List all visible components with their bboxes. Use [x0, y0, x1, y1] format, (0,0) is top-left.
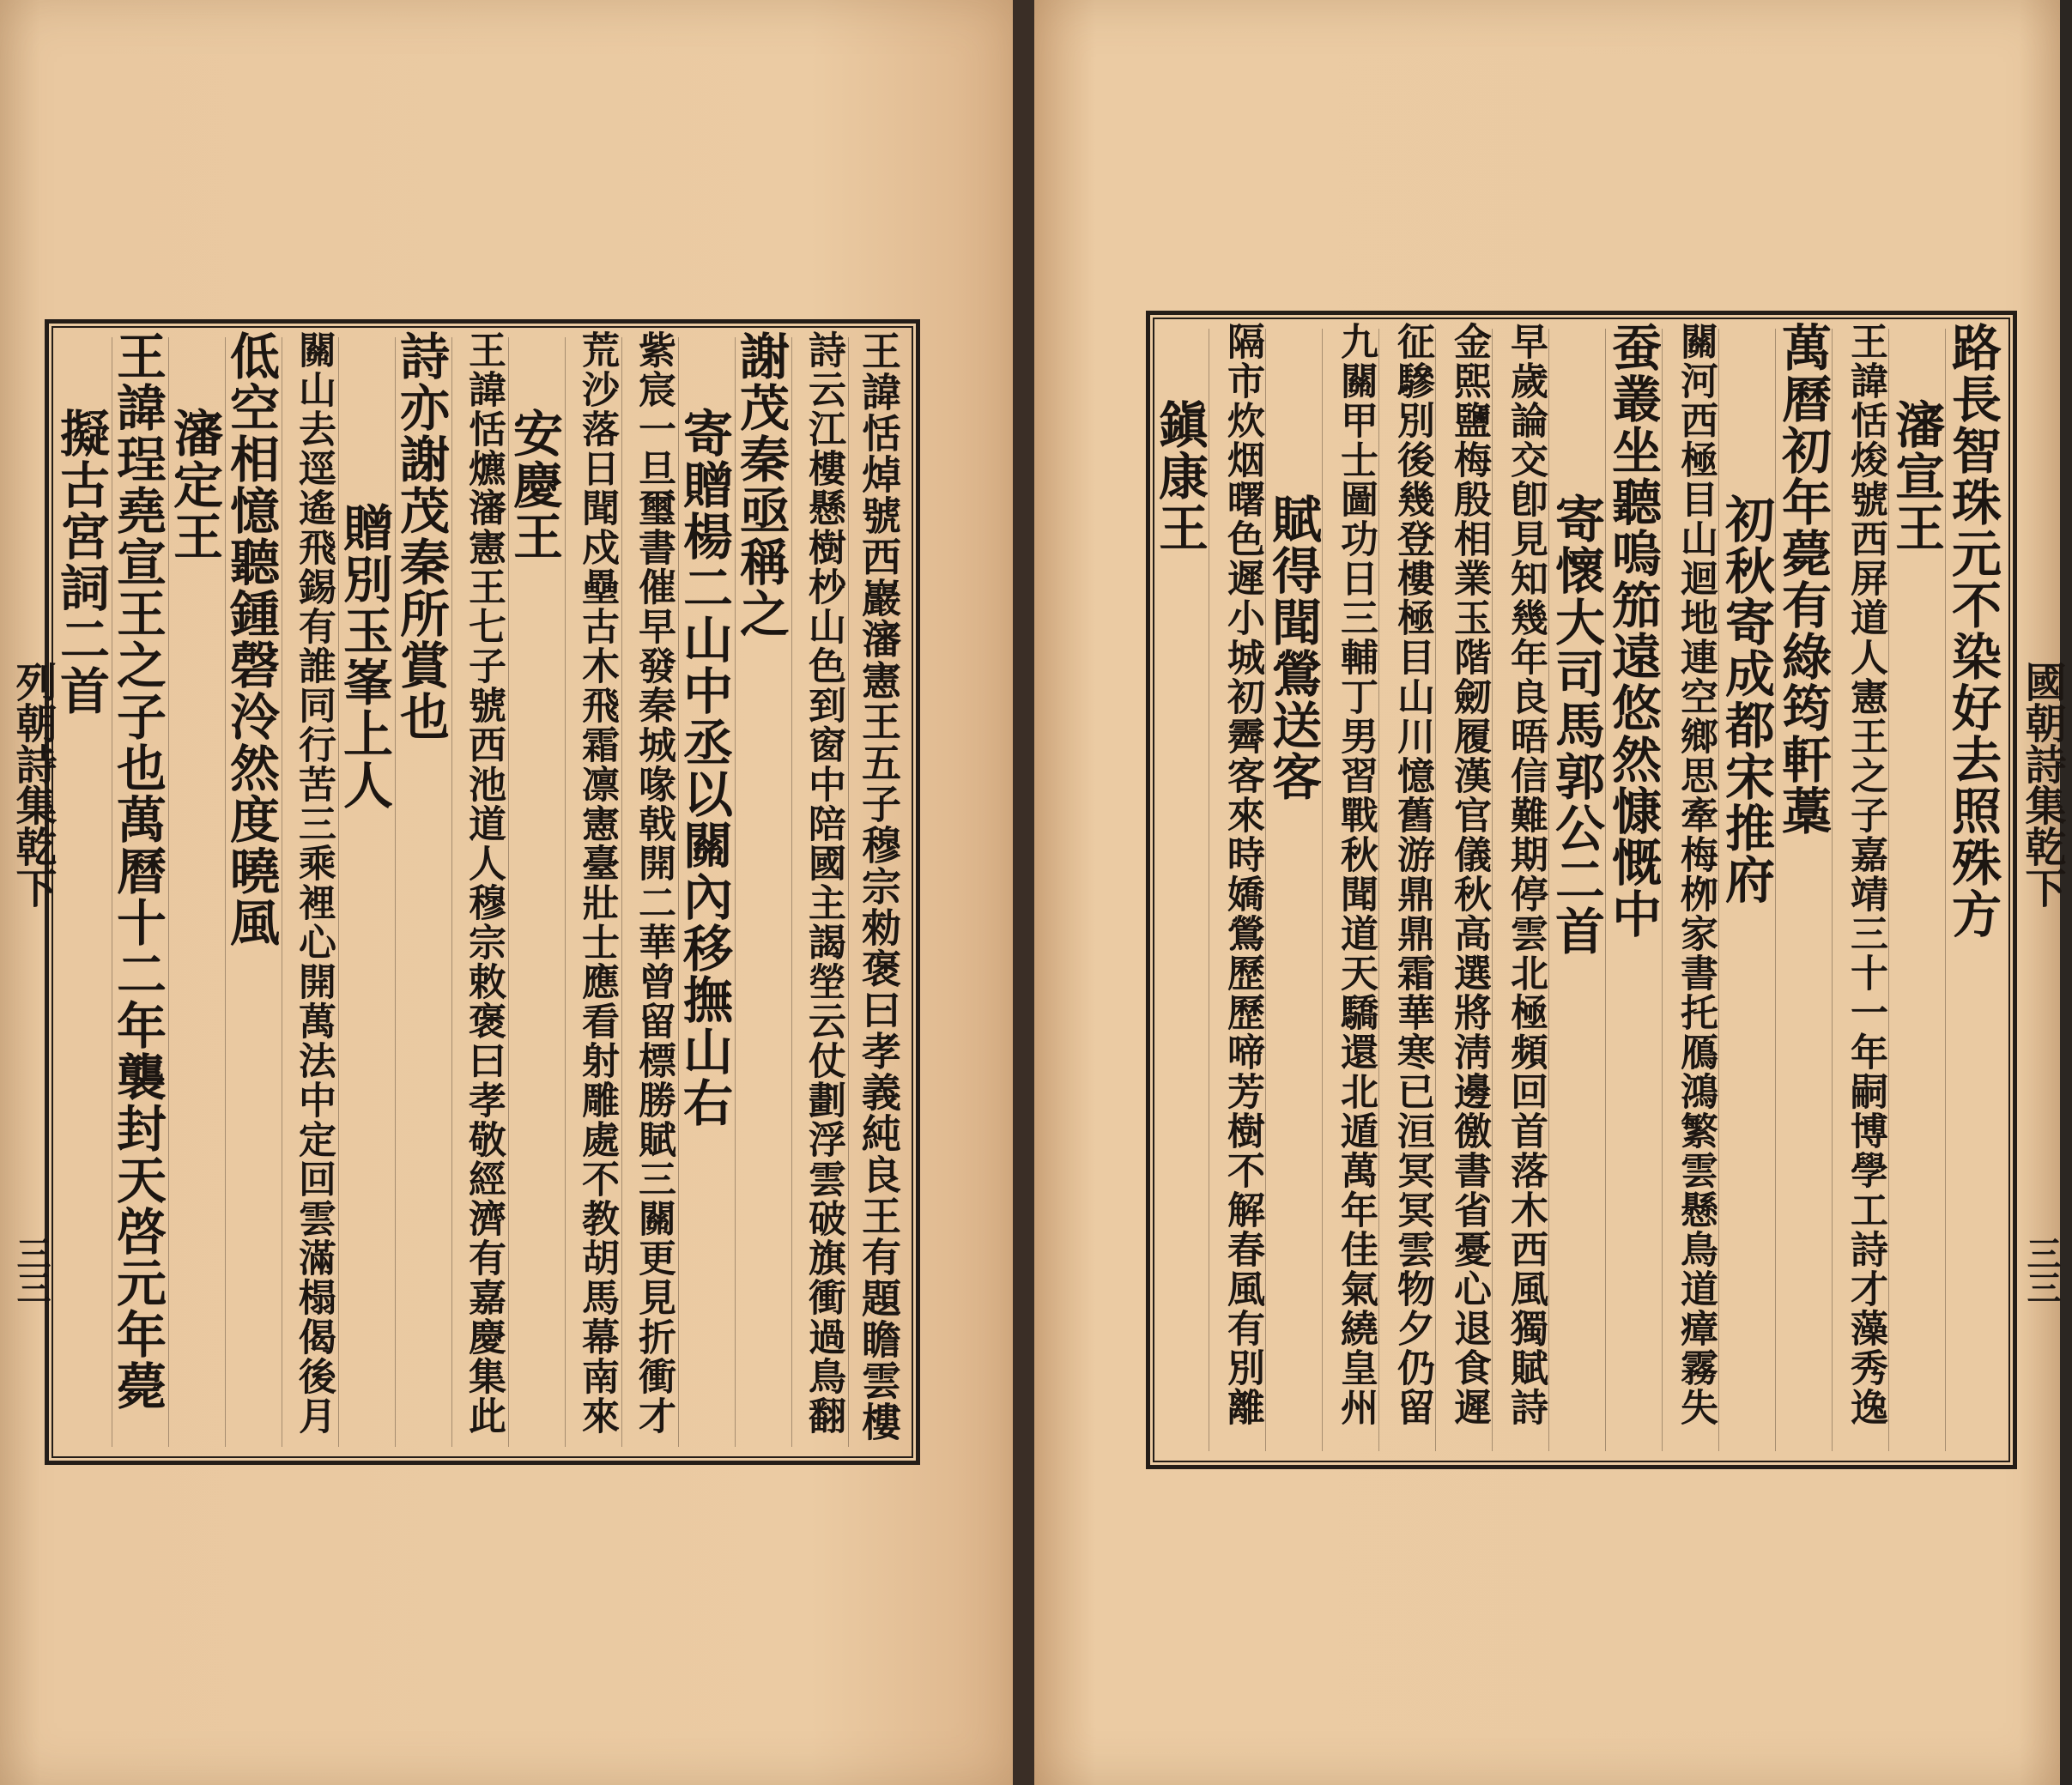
column-rule [1265, 329, 1266, 1451]
text-column: 關河西極目山迴地連空鄉思牽梅栁家書托鴈鴻繁雲懸鳥道瘴霧失 [1674, 322, 1718, 1427]
prince-title: 瀋宣王 [1887, 399, 1945, 554]
poem-title: 寄贈楊二山中丞以關內移撫山右 [675, 408, 733, 1128]
poem-title: 賦得聞鶯送客 [1263, 493, 1322, 802]
column-rule [1945, 329, 1946, 1451]
poem-title: 贈別玉峯上人 [335, 502, 393, 811]
text-column: 金𤋮鹽梅殷相業玉階劒履漢官儀秋高選將淸邊徼書省憂心退食遲 [1447, 322, 1491, 1427]
right-columns [1150, 322, 2006, 1458]
column-rule [395, 337, 396, 1447]
text-column: 王諱恬焯號西巖瀋憲王五子穆宗勑褒曰孝義純良王有題瞻雲樓 [856, 330, 902, 1443]
column-rule [508, 337, 509, 1447]
text-column: 荒沙落日聞戍壘古木飛霜凛憲臺壯士應看射雕處不教胡馬幕南來 [575, 330, 619, 1436]
column-rule [1775, 329, 1776, 1451]
left-text-frame [45, 319, 920, 1465]
column-rule [1662, 329, 1663, 1451]
column-rule [1605, 329, 1606, 1451]
column-rule [848, 337, 849, 1447]
column-rule [1718, 329, 1719, 1451]
left-columns [51, 330, 909, 1454]
text-column: 萬曆初年薨有綠筠軒藁 [1773, 322, 1832, 837]
text-column: 征驂別後幾登樓極目山川憶舊游鼎鼎霜華寒已洹冥冥雲物夕仍留 [1390, 322, 1434, 1427]
column-rule [1322, 329, 1323, 1451]
column-rule [1492, 329, 1493, 1451]
prince-title: 安慶王 [505, 408, 563, 562]
poem-title: 初秋寄成都宋推府 [1717, 493, 1775, 905]
right-banxin-title: 國朝詩集乾下 [2018, 661, 2066, 908]
text-column: 早歲論交卽見知幾年良晤信難期停雲北極頻回首落木西風獨賦詩 [1504, 322, 1548, 1427]
column-rule [168, 337, 169, 1447]
text-column: 王諱恬爊瀋憲王七子號西池道人穆宗敕褒曰孝敬經濟有嘉慶集此 [462, 330, 506, 1436]
text-column: 詩亦謝茂秦所賞也 [391, 330, 450, 742]
left-banxin-title: 列朝詩集乾下 [9, 661, 57, 908]
prince-title: 瀋定王 [165, 408, 223, 562]
left-banxin-folio: 三三 [11, 1236, 51, 1304]
text-column: 詩云江樓懸樹杪山色到窗中陪國主謁塋云仗劃浮雲破旗衝過鳥翻 [802, 330, 845, 1436]
prince-title: 鎭康王 [1150, 399, 1209, 554]
right-banxin-folio: 三三 [2021, 1236, 2062, 1304]
text-column: 九關甲士圖功日三輔丁男習戰秋聞道天驕還北遁萬年佳氣繞皇州 [1334, 322, 1378, 1427]
column-rule [565, 337, 566, 1447]
left-page [0, 0, 1013, 1785]
column-rule [1548, 329, 1549, 1451]
column-rule [1832, 329, 1833, 1451]
poem-title: 擬古宮詞二首 [51, 408, 110, 717]
text-column: 王諱珵堯宣王之子也萬曆十二年襲封天啓元年薨 [108, 330, 167, 1412]
column-rule [1888, 329, 1889, 1451]
column-rule [1378, 329, 1379, 1451]
column-rule [225, 337, 226, 1447]
column-rule [791, 337, 792, 1447]
poem-title: 寄懷大司馬郭公二首 [1547, 493, 1605, 957]
right-text-frame [1146, 311, 2017, 1469]
text-column: 謝茂秦亟稱之 [731, 330, 790, 639]
text-column: 蚕叢坐聽嗚笳遠悠然慷慨中 [1603, 322, 1662, 940]
column-rule [338, 337, 339, 1447]
text-column: 關山去逕遙飛錫有誰同行苦三乘裡心開萬法中定回雲滿榻偈後月 [292, 330, 336, 1436]
column-rule [1435, 329, 1436, 1451]
text-column: 紫宸一旦璽書催早發秦城喙戟開二華曾留標勝賦三關更見折衝才 [632, 330, 676, 1436]
text-column: 低空相憶聽鍾磬泠然度曉風 [221, 330, 280, 948]
column-rule [621, 337, 622, 1447]
text-column: 王諱恬焌號西屏道人憲王之子嘉靖三十一年嗣博學工詩才藻秀逸 [1844, 322, 1887, 1427]
text-column: 隔市炊烟曙色遲小城初霽客來時嬌鶯歷歷啼芳樹不解春風有別離 [1221, 322, 1264, 1427]
column-rule [735, 337, 736, 1447]
column-rule [678, 337, 679, 1447]
text-column: 路長智珠元不染好去照殊方 [1943, 322, 2002, 940]
column-rule [451, 337, 452, 1447]
book-gutter [1013, 0, 1034, 1785]
right-page [1034, 0, 2066, 1785]
